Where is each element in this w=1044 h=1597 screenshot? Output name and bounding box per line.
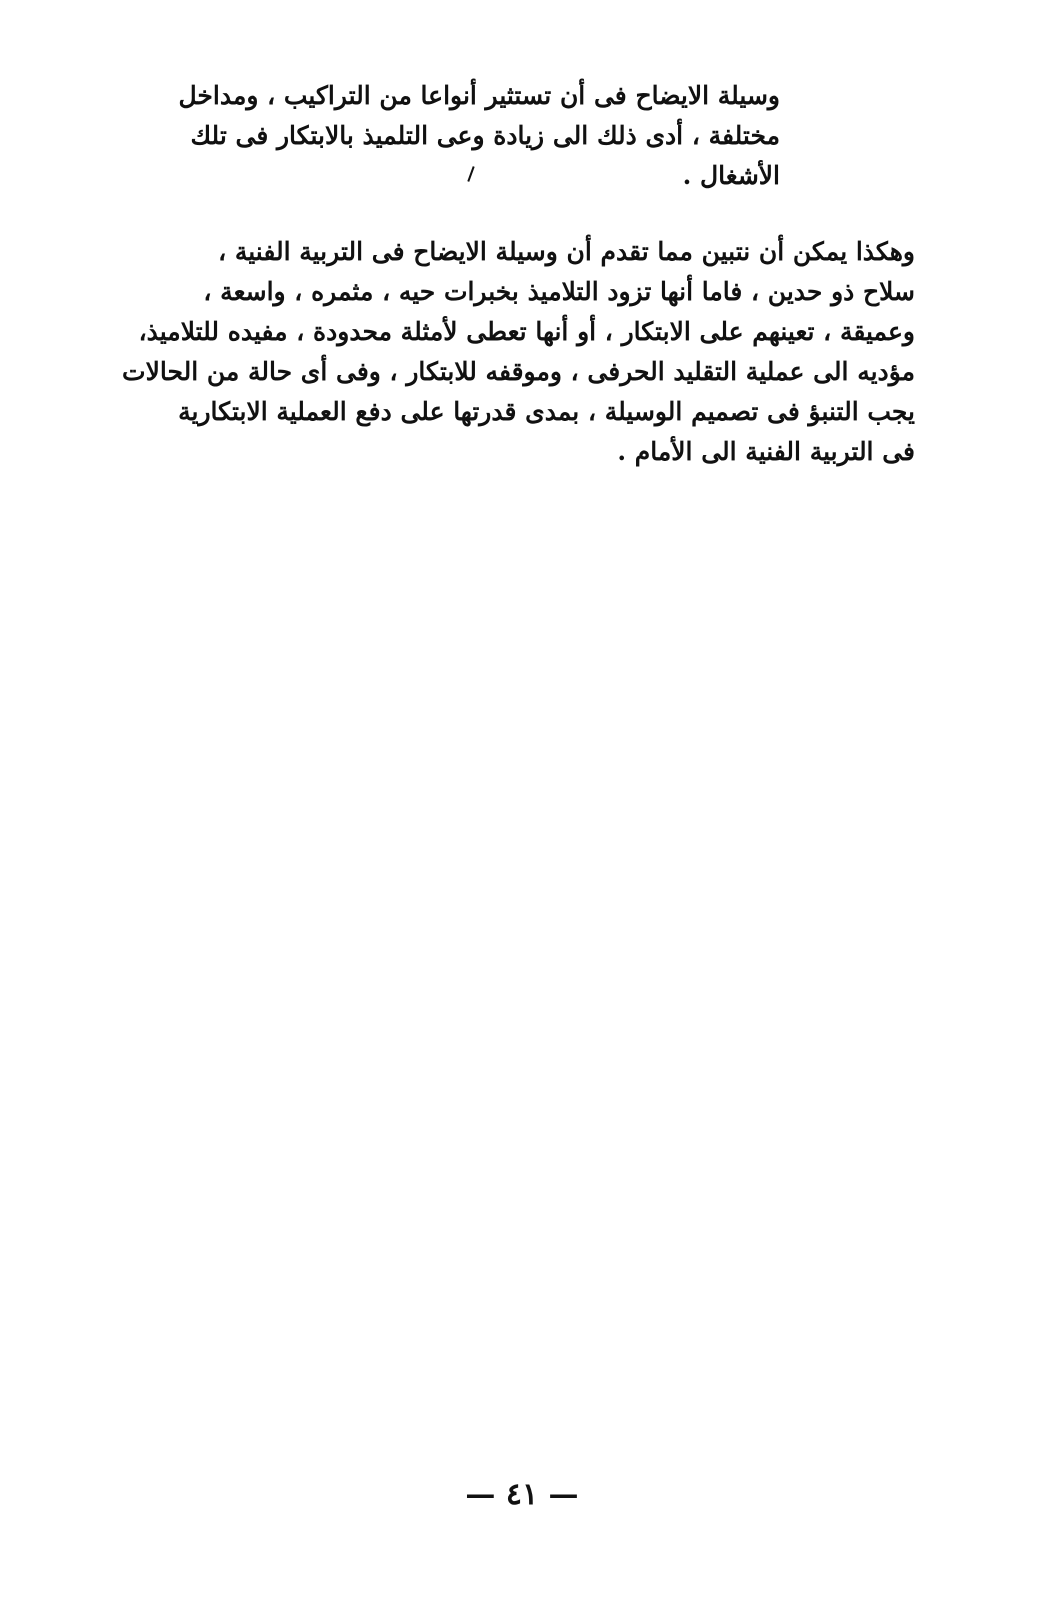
paragraph-line: مختلفة ، أدى ذلك الى زيادة وعى التلميذ بالابتكار فى تلك (190, 121, 780, 150)
paragraph-line: وهكذا يمكن أن نتبين مما تقدم أن وسيلة الايضاح فى التربية الفنية ، (218, 237, 915, 266)
paragraph-1 (115, 76, 780, 196)
paragraph-line: يجب التنبؤ فى تصميم الوسيلة ، بمدى قدرتها على دفع العملية الابتكارية (178, 397, 915, 426)
paragraph-line: الأشغال . (682, 161, 780, 190)
paragraph-line: مؤديه الى عملية التقليد الحرفى ، وموقفه للابتكار ، وفى أى حالة من الحالات (122, 357, 915, 386)
paragraph-2 (115, 232, 915, 472)
paragraph-line: وسيلة الايضاح فى أن تستثير أنواعا من التراكيب ، ومداخل (178, 81, 780, 110)
paragraph-line: وعميقة ، تعينهم على الابتكار ، أو أنها تعطى لأمثلة محدودة ، مفيده للتلاميذ، (138, 317, 915, 346)
paragraph-line: فى التربية الفنية الى الأمام . (617, 437, 915, 466)
paragraph-line: سلاح ذو حدين ، فاما أنها تزود التلاميذ بخبرات حيه ، مثمره ، واسعة ، (203, 277, 915, 306)
page-number: — ٤١ — (465, 1477, 579, 1512)
